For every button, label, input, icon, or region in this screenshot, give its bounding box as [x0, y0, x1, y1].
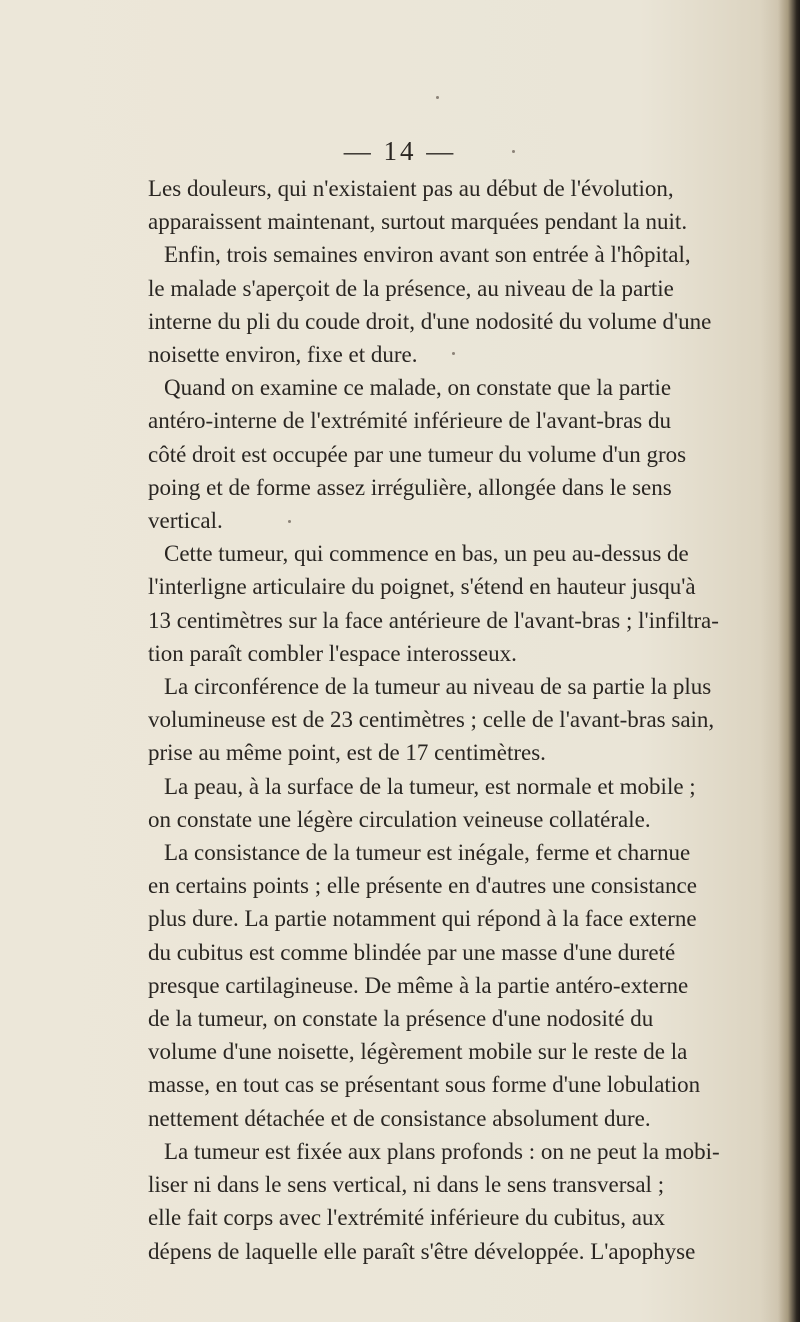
body-text	[148, 172, 752, 1268]
text-line: La circonférence de la tumeur au niveau de sa partie la plus	[164, 674, 712, 700]
text-line: antéro-interne de l'extrémité inférieure de l'avant-bras du	[148, 408, 671, 434]
page-number: — 14 —	[343, 136, 457, 166]
text-line: dépens de laquelle elle paraît s'être développée. L'apophyse	[148, 1238, 696, 1264]
text-line: en certains points ; elle présente en d'autres une consistance	[148, 873, 697, 899]
text-line: Cette tumeur, qui commence en bas, un peu au-dessus de	[164, 541, 689, 567]
text-line: plus dure. La partie notamment qui répond à la face externe	[148, 906, 697, 932]
text-line: prise au même point, est de 17 centimètres.	[148, 740, 546, 766]
text-line: côté droit est occupée par une tumeur du volume d'un gros	[148, 441, 687, 467]
text-line: vertical.	[148, 508, 223, 534]
text-line: presque cartilagineuse. De même à la partie antéro-externe	[148, 972, 689, 998]
text-line: de la tumeur, on constate la présence d'une nodosité du	[148, 1006, 654, 1032]
text-line: poing et de forme assez irrégulière, allongée dans le sens	[148, 474, 672, 500]
text-line: Enfin, trois semaines environ avant son entrée à l'hôpital,	[164, 242, 691, 268]
text-line: l'interligne articulaire du poignet, s'étend en hauteur jusqu'à	[148, 574, 696, 600]
text-line: on constate une légère circulation veineuse collatérale.	[148, 806, 651, 832]
ink-speck	[436, 96, 439, 99]
text-line: volume d'une noisette, légèrement mobile sur le reste de la	[148, 1039, 688, 1065]
text-line: La tumeur est fixée aux plans profonds : on ne peut la mobi-	[164, 1138, 720, 1164]
text-line: liser ni dans le sens vertical, ni dans le sens transversal ;	[148, 1172, 665, 1198]
text-line: du cubitus est comme blindée par une masse d'une dureté	[148, 939, 676, 965]
text-line: le malade s'aperçoit de la présence, au niveau de la partie	[148, 275, 674, 301]
text-line: tion paraît combler l'espace interosseux.	[148, 640, 517, 666]
text-line: 13 centimètres sur la face antérieure de l'avant-bras ; l'infiltra-	[148, 607, 719, 633]
text-line: Les douleurs, qui n'existaient pas au début de l'évolution,	[148, 176, 674, 201]
text-line: La peau, à la surface de la tumeur, est normale et mobile ;	[164, 773, 696, 799]
text-line: volumineuse est de 23 centimètres ; celle de l'avant-bras sain,	[148, 707, 715, 733]
text-line: apparaissent maintenant, surtout marquées pendant la nuit.	[148, 209, 688, 235]
text-line: noisette environ, fixe et dure.	[148, 342, 418, 368]
text-line: nettement détachée et de consistance absolument dure.	[148, 1105, 651, 1131]
page-binding-edge	[778, 0, 800, 1322]
text-line: Quand on examine ce malade, on constate que la partie	[164, 375, 672, 401]
text-line: interne du pli du coude droit, d'une nodosité du volume d'une	[148, 308, 712, 334]
text-line: La consistance de la tumeur est inégale, ferme et charnue	[164, 840, 691, 866]
text-line: elle fait corps avec l'extrémité inférieure du cubitus, aux	[148, 1205, 665, 1231]
text-line: masse, en tout cas se présentant sous forme d'une lobulation	[148, 1072, 701, 1098]
